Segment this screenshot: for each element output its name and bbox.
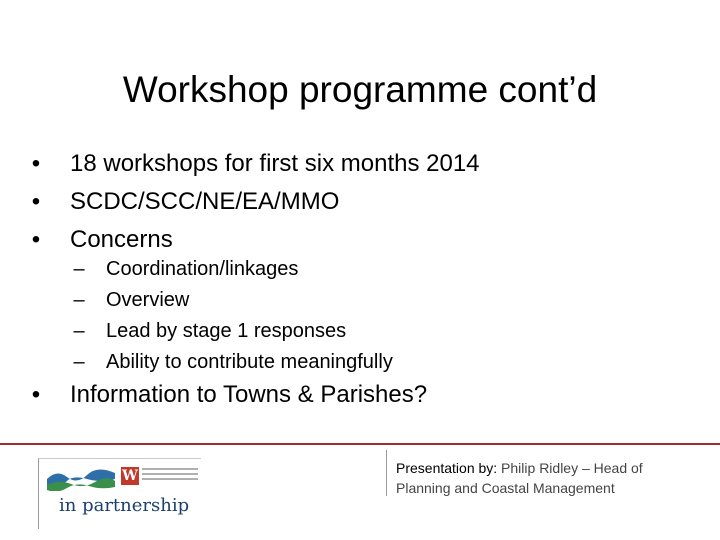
bullet-list: [26, 145, 480, 259]
council-name-lines: [142, 468, 198, 484]
presenter-name: Philip Ridley – Head of Planning and Coastal Management: [396, 460, 643, 496]
bullet-marker: •: [31, 188, 41, 215]
presenter-credit: [396, 458, 696, 498]
sub-bullet-text: Overview: [106, 289, 190, 311]
bullet-text: Concerns: [70, 226, 173, 253]
logo-tagline: in partnership: [59, 495, 190, 516]
presenter-divider: [386, 450, 387, 496]
sub-bullet-list: [70, 254, 393, 378]
slide-title: Workshop programme cont’d: [122, 69, 598, 110]
sub-bullet-text: Coordination/linkages: [106, 258, 299, 280]
sub-bullet-marker: –: [73, 258, 85, 280]
bullet-marker: •: [31, 226, 41, 253]
partnership-logo: [38, 458, 201, 529]
sub-bullet-item: [70, 316, 393, 347]
sub-bullet-item: [70, 347, 393, 378]
council-logo-icon: W: [122, 468, 138, 484]
sub-bullet-text: Ability to contribute meaningfully: [106, 351, 393, 373]
bullet-text: Information to Towns & Parishes?: [70, 381, 428, 408]
bullet-item: [26, 145, 480, 183]
bullet-list-final: [26, 376, 427, 414]
footer-divider: [0, 443, 720, 445]
sub-bullet-marker: –: [73, 351, 85, 373]
bullet-text: 18 workshops for first six months 2014: [70, 150, 480, 177]
sub-bullet-item: [70, 254, 393, 285]
sub-bullet-marker: –: [73, 289, 85, 311]
waves-logo-icon: [45, 465, 117, 491]
bullet-item: [26, 183, 480, 221]
presenter-prefix: Presentation by:: [396, 460, 498, 476]
sub-bullet-marker: –: [73, 320, 85, 342]
bullet-text: SCDC/SCC/NE/EA/MMO: [70, 188, 340, 215]
bullet-marker: •: [31, 381, 41, 408]
bullet-marker: •: [31, 150, 41, 177]
sub-bullet-item: [70, 285, 393, 316]
bullet-item: [26, 376, 427, 414]
sub-bullet-text: Lead by stage 1 responses: [106, 320, 347, 342]
